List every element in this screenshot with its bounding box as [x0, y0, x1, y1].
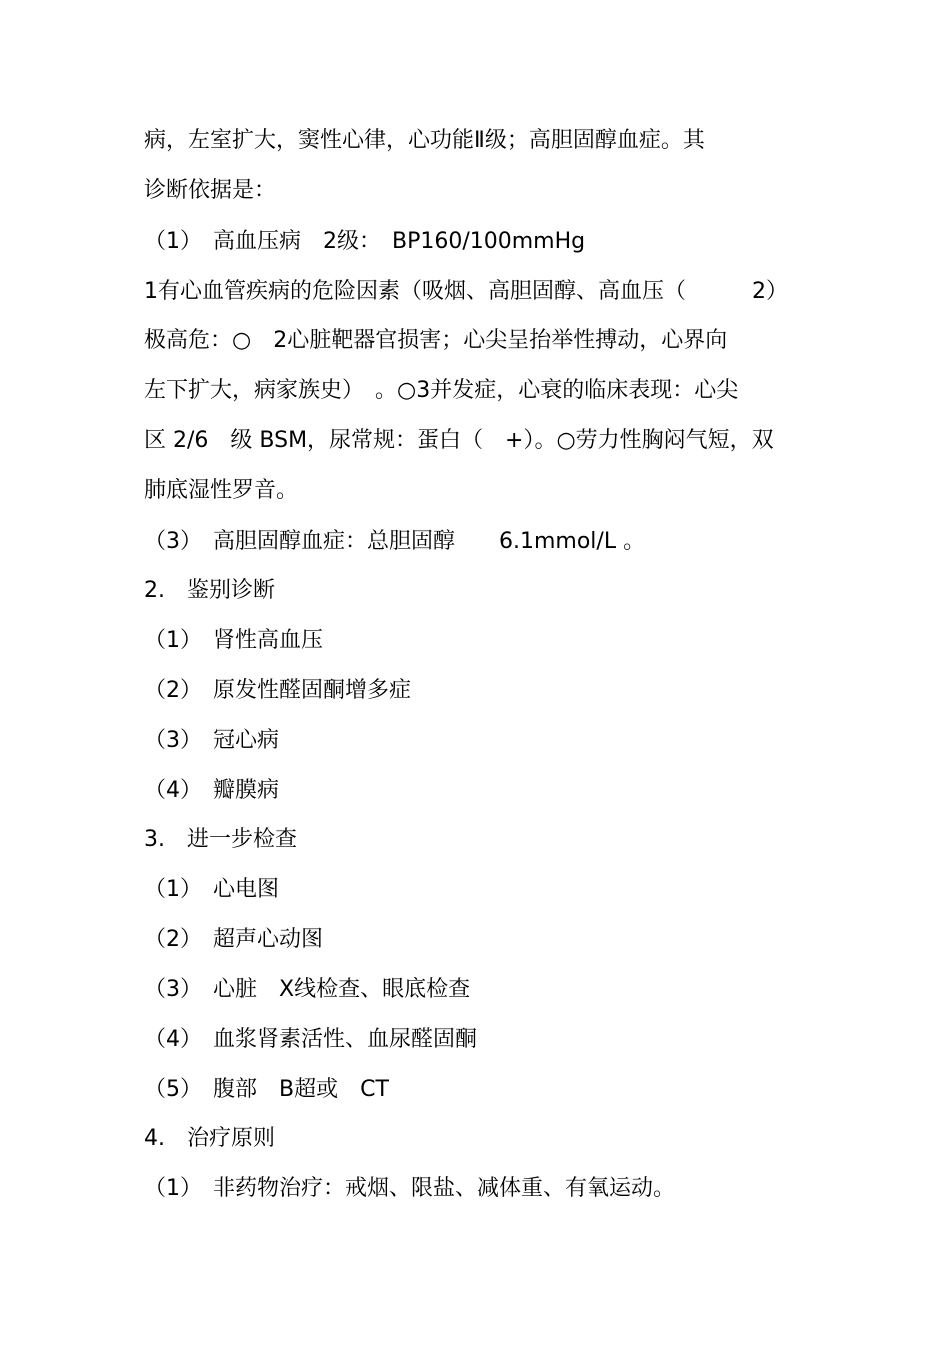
text-line: 病，左室扩大，窦性心律，心功能Ⅱ级；高胆固醇血症。其	[144, 128, 705, 153]
text-line: 诊断依据是：	[144, 178, 277, 203]
text-line: 左下扩大，病家族史） 。○3并发症，心衰的临床表现：心尖	[144, 378, 739, 403]
text-line: 极高危：○ 2心脏靶器官损害；心尖呈抬举性搏动，心界向	[144, 328, 728, 353]
list-item: （1） 非药物治疗：戒烟、限盐、减体重、有氧运动。	[144, 1176, 675, 1201]
section-heading: 3. 进一步检查	[144, 827, 297, 852]
section-heading: 2. 鉴别诊断	[144, 578, 275, 603]
text-line: （1） 高血压病 2级： BP160/100mmHg	[144, 229, 586, 254]
list-item: （3） 冠心病	[144, 728, 279, 753]
list-item: （2） 超声心动图	[144, 927, 323, 952]
text-line: 区 2/6 级 BSM，尿常规：蛋白（ +）。○劳力性胸闷气短，双	[144, 428, 774, 453]
list-item: （1） 肾性高血压	[144, 628, 323, 653]
list-item: （5） 腹部 B超或 CT	[144, 1077, 389, 1102]
list-item: （2） 原发性醛固酮增多症	[144, 678, 411, 703]
list-item: （4） 瓣膜病	[144, 778, 279, 803]
list-item: （4） 血浆肾素活性、血尿醛固酮	[144, 1027, 477, 1052]
text-line: （3） 高胆固醇血症：总胆固醇 6.1mmol/L 。	[144, 529, 646, 554]
list-item: （3） 心脏 X线检查、眼底检查	[144, 977, 471, 1002]
section-heading: 4. 治疗原则	[144, 1126, 275, 1151]
text-line: 1有心血管疾病的危险因素（吸烟、高胆固醇、高血压（ 2）	[144, 279, 788, 304]
text-line: 肺底湿性罗音。	[144, 478, 299, 503]
list-item: （1） 心电图	[144, 877, 279, 902]
